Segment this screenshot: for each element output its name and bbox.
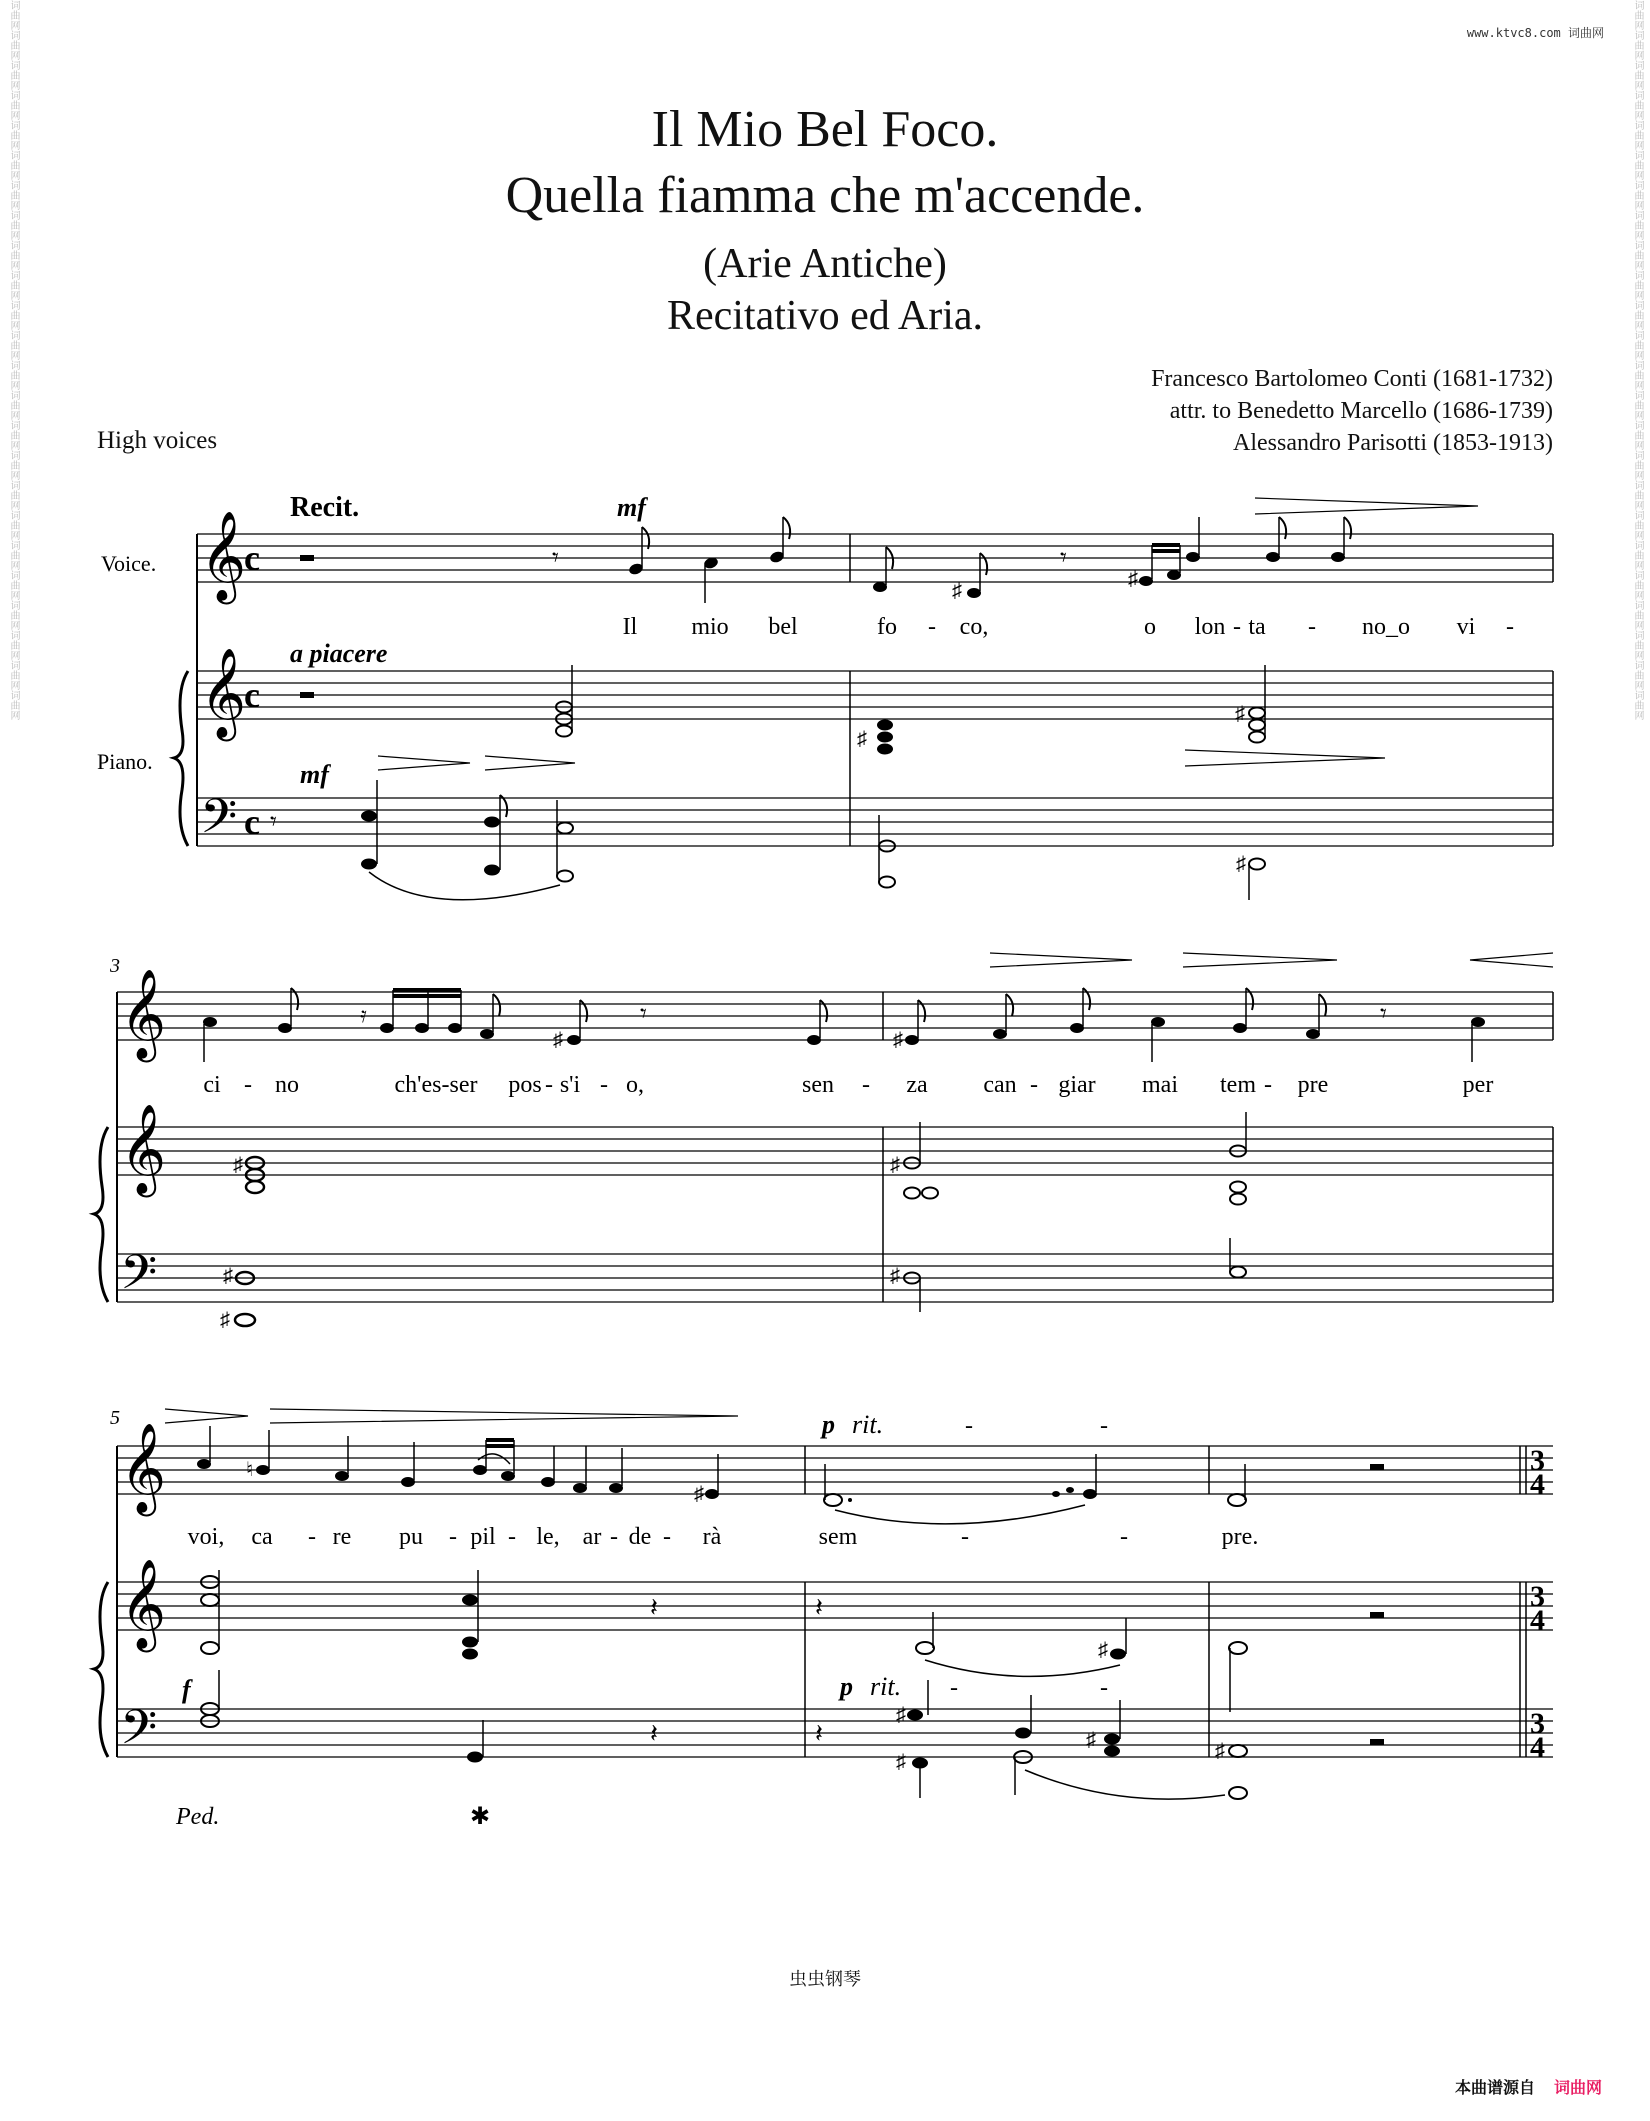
voice-notes-m1 bbox=[300, 517, 790, 603]
system-3 bbox=[94, 1407, 1553, 1830]
svg-text:♯: ♯ bbox=[1098, 1639, 1108, 1661]
svg-text:le,: le, bbox=[536, 1524, 560, 1550]
a-piacere-marking: a piacere bbox=[290, 639, 388, 668]
svg-text:-: - bbox=[1308, 614, 1316, 640]
piano-brace bbox=[174, 671, 188, 846]
svg-text:vi: vi bbox=[1456, 614, 1476, 640]
svg-text:o,: o, bbox=[626, 1072, 644, 1098]
svg-text:♯: ♯ bbox=[893, 1029, 903, 1051]
dynamic-f-piano: f bbox=[182, 1675, 191, 1704]
tempo-recit: Recit. bbox=[290, 492, 360, 523]
svg-text:♯: ♯ bbox=[1086, 1729, 1096, 1751]
svg-text:voi,: voi, bbox=[187, 1524, 225, 1550]
svg-text:-: - bbox=[961, 1524, 969, 1550]
svg-text:pil: pil bbox=[470, 1524, 496, 1550]
svg-text:pos: pos bbox=[508, 1072, 542, 1098]
title-line-2: Quella fiamma che m'accende. bbox=[505, 167, 1145, 224]
subtitle-line-1: (Arie Antiche) bbox=[703, 241, 947, 287]
right-watermark-strip: 词曲网词曲网词曲网词曲网词曲网词曲网词曲网词曲网词曲网词曲网词曲网词曲网词曲网词曲网词曲网词曲网词曲网词曲网词曲网词曲网词曲网词曲网词曲网词曲网 bbox=[1632, 0, 1643, 720]
piano-brace bbox=[94, 1582, 108, 1757]
piano-treble-chords-row1 bbox=[300, 665, 1385, 770]
svg-text:𝄽: 𝄽 bbox=[650, 1593, 658, 1622]
voice-staff bbox=[197, 534, 1553, 582]
svg-text:no_o: no_o bbox=[1362, 614, 1410, 640]
svg-text:sem: sem bbox=[818, 1524, 858, 1550]
svg-text:-: - bbox=[1100, 1413, 1108, 1439]
treble-clef-icon: 𝄞 bbox=[200, 649, 247, 736]
svg-text:-: - bbox=[1120, 1524, 1128, 1550]
svg-text:♯: ♯ bbox=[890, 1265, 900, 1287]
svg-text:lon: lon bbox=[1194, 614, 1226, 640]
svg-text:o: o bbox=[1144, 614, 1156, 640]
svg-text:ar: ar bbox=[582, 1524, 602, 1550]
treble-clef-icon: 𝄞 bbox=[120, 1105, 167, 1192]
treble-clef-icon: 𝄞 bbox=[120, 970, 167, 1057]
svg-text:-: - bbox=[508, 1524, 516, 1550]
svg-text:s'i: s'i bbox=[559, 1072, 581, 1098]
pedal-release-icon: ✱ bbox=[470, 1804, 491, 1830]
svg-text:de: de bbox=[628, 1524, 652, 1550]
left-watermark-strip: 词曲网词曲网词曲网词曲网词曲网词曲网词曲网词曲网词曲网词曲网词曲网词曲网词曲网词曲网词曲网词曲网词曲网词曲网词曲网词曲网词曲网词曲网词曲网词曲网 bbox=[8, 0, 19, 720]
bass-clef-icon: 𝄢 bbox=[200, 790, 238, 855]
dynamic-mf-piano: mf bbox=[300, 760, 329, 789]
time-sig-bottom: 4 bbox=[1530, 1731, 1545, 1764]
svg-text:-: - bbox=[449, 1524, 457, 1550]
svg-text:♯: ♯ bbox=[223, 1265, 233, 1287]
svg-text:♯: ♯ bbox=[1128, 568, 1138, 590]
time-sig-bottom: 4 bbox=[1530, 1604, 1545, 1637]
dynamic-p-piano: p bbox=[840, 1672, 853, 1701]
piano-row3 bbox=[201, 1570, 1384, 1799]
credit-editor: Alessandro Parisotti (1853-1913) bbox=[1233, 430, 1553, 456]
watermark-url: www.ktvc8.com 词曲网 bbox=[1466, 26, 1604, 40]
svg-text:-: - bbox=[950, 1675, 958, 1701]
svg-text:bel: bel bbox=[768, 614, 798, 640]
lyrics-line-1 bbox=[623, 614, 1514, 640]
svg-text:-: - bbox=[610, 1524, 618, 1550]
svg-text:giar: giar bbox=[1058, 1072, 1096, 1098]
svg-text:-: - bbox=[928, 614, 936, 640]
rit-piano: rit. bbox=[870, 1672, 902, 1701]
svg-text:rà: rà bbox=[702, 1524, 722, 1550]
subtitle-line-2: Recitativo ed Aria. bbox=[666, 293, 984, 339]
svg-text:-: - bbox=[600, 1072, 608, 1098]
svg-text:ca: ca bbox=[251, 1524, 273, 1550]
svg-text:pre: pre bbox=[1297, 1072, 1329, 1098]
treble-clef-icon: 𝄞 bbox=[120, 1560, 167, 1647]
svg-text:-: - bbox=[965, 1413, 973, 1439]
svg-text:𝄾: 𝄾 bbox=[552, 543, 559, 572]
measure-number-5: 5 bbox=[110, 1407, 120, 1429]
svg-text:𝄾: 𝄾 bbox=[270, 807, 277, 836]
svg-text:pre.: pre. bbox=[1221, 1524, 1259, 1550]
svg-text:per: per bbox=[1462, 1072, 1494, 1098]
svg-text:mai: mai bbox=[1142, 1072, 1178, 1098]
svg-text:no: no bbox=[275, 1072, 299, 1098]
svg-text:-: - bbox=[1264, 1072, 1272, 1098]
svg-text:♯: ♯ bbox=[233, 1154, 243, 1176]
piano-bass-staff bbox=[197, 798, 1553, 846]
svg-text:𝄿: 𝄿 bbox=[360, 1002, 367, 1027]
dynamic-mf-voice: mf bbox=[617, 493, 646, 522]
svg-text:fo: fo bbox=[877, 614, 897, 640]
svg-text:-: - bbox=[1506, 614, 1514, 640]
svg-text:ta: ta bbox=[1248, 614, 1266, 640]
svg-text:-: - bbox=[663, 1524, 671, 1550]
time-signature-common: c bbox=[244, 802, 260, 842]
svg-text:𝄾: 𝄾 bbox=[1380, 999, 1387, 1028]
credit-composer: Francesco Bartolomeo Conti (1681-1732) bbox=[1151, 366, 1553, 392]
svg-text:♯: ♯ bbox=[952, 580, 962, 602]
svg-text:co,: co, bbox=[959, 614, 989, 640]
instrument-piano-label: Piano. bbox=[97, 749, 153, 774]
pedal-marking: Ped. bbox=[176, 1804, 220, 1830]
svg-text:𝄾: 𝄾 bbox=[640, 999, 647, 1028]
svg-text:mio: mio bbox=[691, 614, 729, 640]
piano-bass-staff bbox=[117, 1709, 1553, 1757]
treble-clef-icon: 𝄞 bbox=[120, 1424, 167, 1511]
svg-text:♮: ♮ bbox=[246, 1459, 254, 1481]
svg-text:za: za bbox=[906, 1072, 928, 1098]
svg-text:♯: ♯ bbox=[896, 1751, 906, 1773]
bass-clef-icon: 𝄢 bbox=[120, 1246, 158, 1311]
piano-brace bbox=[94, 1127, 108, 1302]
svg-text:pu: pu bbox=[399, 1524, 423, 1550]
dynamic-p-voice: p bbox=[822, 1410, 835, 1439]
system-2 bbox=[94, 953, 1553, 1331]
treble-clef-icon: 𝄞 bbox=[200, 512, 247, 599]
svg-text:-: - bbox=[1030, 1072, 1038, 1098]
system-1 bbox=[97, 492, 1553, 900]
rit-voice: rit. bbox=[852, 1410, 884, 1439]
svg-text:re: re bbox=[332, 1524, 352, 1550]
svg-text:ch'es-ser: ch'es-ser bbox=[394, 1072, 478, 1098]
voice-staff bbox=[117, 992, 1553, 1040]
svg-text:Il: Il bbox=[622, 614, 638, 640]
svg-text:♯: ♯ bbox=[553, 1029, 563, 1051]
piano-treble-staff bbox=[117, 1127, 1553, 1175]
piano-treble-staff bbox=[197, 671, 1553, 719]
title-line-1: Il Mio Bel Foco. bbox=[651, 101, 999, 158]
svg-text:-: - bbox=[244, 1072, 252, 1098]
time-signature-common: c bbox=[244, 538, 260, 578]
svg-text:-: - bbox=[1233, 614, 1241, 640]
piano-row2 bbox=[220, 1112, 1246, 1331]
voice-staff bbox=[117, 1446, 1553, 1494]
svg-text:♯: ♯ bbox=[1235, 703, 1245, 725]
svg-text:𝄾: 𝄾 bbox=[1060, 543, 1067, 572]
svg-text:𝄽: 𝄽 bbox=[650, 1719, 658, 1748]
svg-text:sen: sen bbox=[802, 1072, 834, 1098]
voice-notes-m3-m4 bbox=[203, 953, 1553, 1062]
svg-text:can: can bbox=[983, 1072, 1017, 1098]
time-sig-top: 3 bbox=[1530, 1444, 1545, 1477]
piano-bass-staff bbox=[117, 1254, 1553, 1302]
svg-text:-: - bbox=[1100, 1675, 1108, 1701]
voice-type: High voices bbox=[97, 427, 218, 454]
source-brand-link[interactable]: 词曲网 bbox=[1553, 2078, 1602, 2097]
svg-text:ci: ci bbox=[203, 1072, 221, 1098]
svg-text:-: - bbox=[862, 1072, 870, 1098]
piano-treble-staff bbox=[117, 1582, 1553, 1630]
source-label: 本曲谱源自 bbox=[1454, 2078, 1535, 2097]
time-signature-common: c bbox=[244, 675, 260, 715]
svg-text:♯: ♯ bbox=[857, 728, 867, 750]
svg-text:♯: ♯ bbox=[896, 1704, 906, 1726]
svg-text:𝄽: 𝄽 bbox=[815, 1719, 823, 1748]
bass-clef-icon: 𝄢 bbox=[120, 1701, 158, 1766]
svg-text:♯: ♯ bbox=[890, 1154, 900, 1176]
lyrics-line-2 bbox=[203, 1072, 1493, 1098]
time-sig-top: 3 bbox=[1530, 1580, 1545, 1613]
time-sig-bottom: 4 bbox=[1530, 1468, 1545, 1501]
svg-text:-: - bbox=[545, 1072, 553, 1098]
svg-text:♯: ♯ bbox=[694, 1483, 704, 1505]
voice-notes-m5-m7 bbox=[197, 1426, 1384, 1524]
lyrics-line-3 bbox=[188, 1524, 1259, 1550]
voice-notes-m2 bbox=[873, 498, 1478, 602]
measure-number-3: 3 bbox=[110, 955, 120, 977]
credit-attribution: attr. to Benedetto Marcello (1686-1739) bbox=[1169, 398, 1553, 424]
svg-text:tem: tem bbox=[1220, 1072, 1256, 1098]
svg-text:𝄽: 𝄽 bbox=[815, 1593, 823, 1622]
time-sig-top: 3 bbox=[1530, 1707, 1545, 1740]
svg-text:♯: ♯ bbox=[1215, 1740, 1225, 1762]
instrument-voice-label: Voice. bbox=[101, 551, 157, 576]
footer-text: 虫虫钢琴 bbox=[789, 1969, 861, 1990]
svg-text:♯: ♯ bbox=[220, 1309, 230, 1331]
svg-text:-: - bbox=[308, 1524, 316, 1550]
svg-text:♯: ♯ bbox=[1236, 853, 1246, 875]
